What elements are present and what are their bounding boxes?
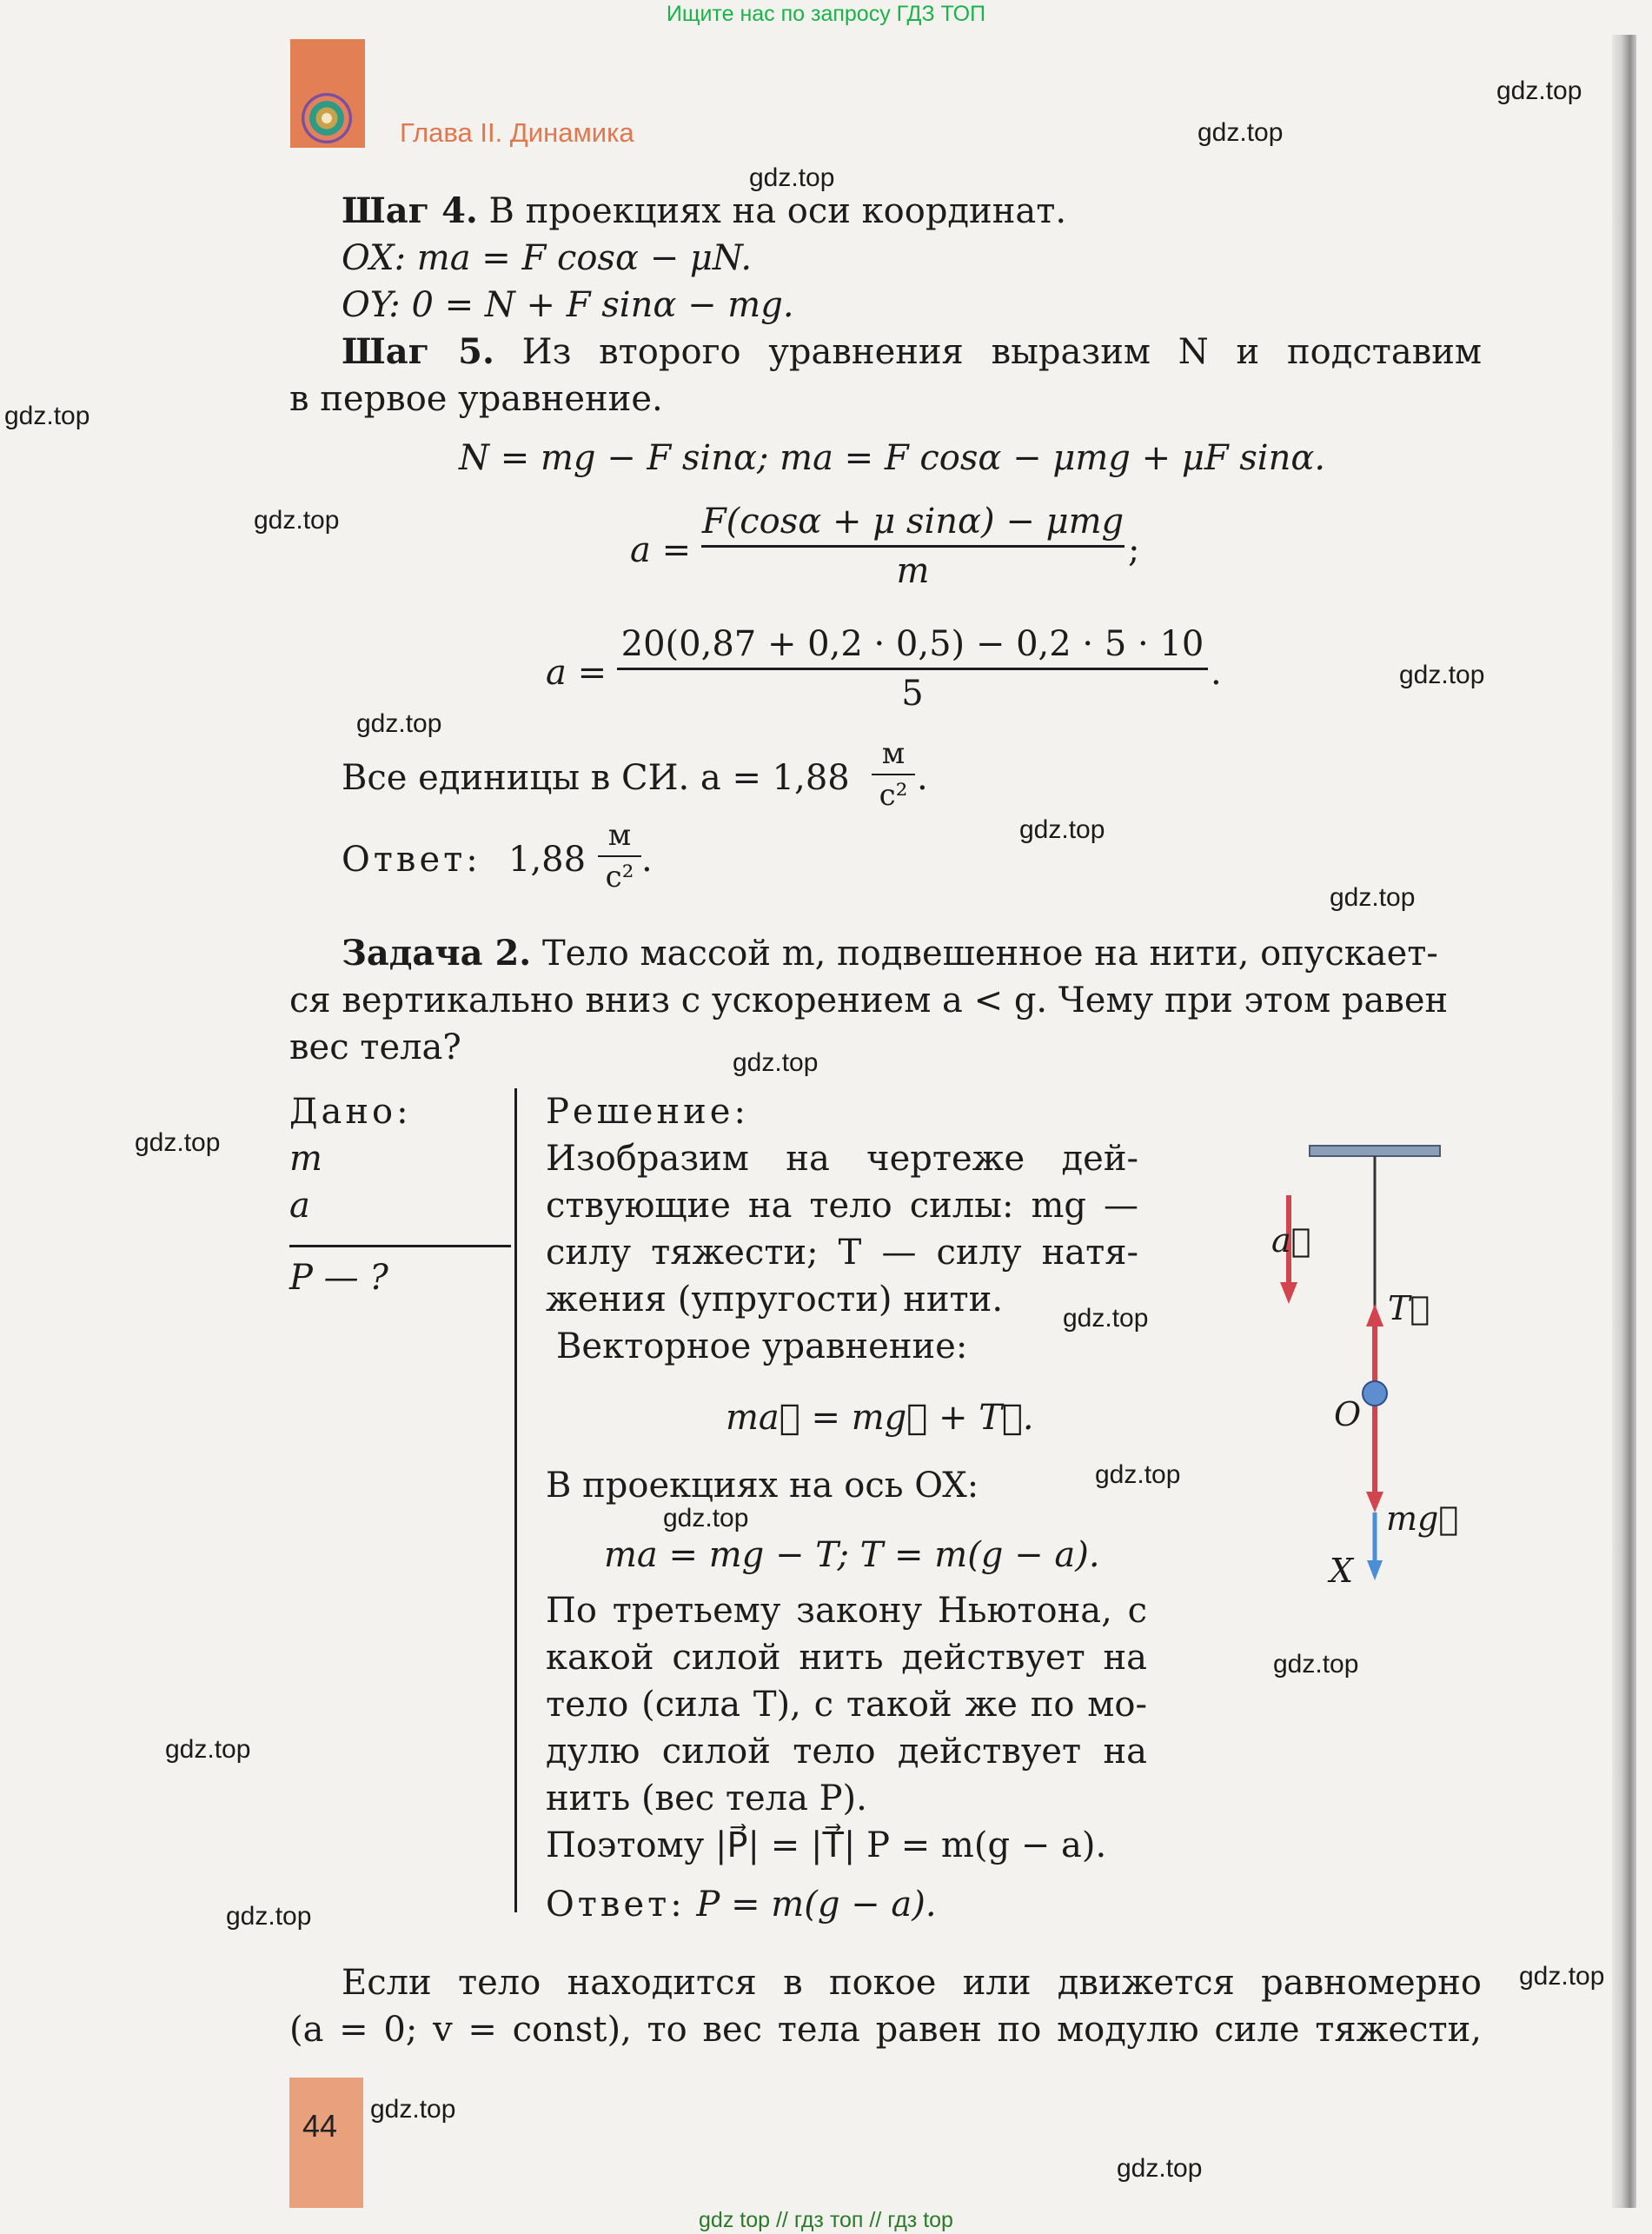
watermark[interactable]: gdz.top <box>135 1128 221 1157</box>
newton-line: какой силой нить действует на <box>546 1638 1147 1678</box>
bottom-banner[interactable]: gdz top // гдз топ // гдз top <box>699 2208 953 2232</box>
given-solution-separator <box>514 1088 517 1912</box>
watermark[interactable]: gdz.top <box>663 1504 749 1533</box>
solution-line: Изобразим на чертеже дей- <box>546 1139 1138 1179</box>
answer1-value: 1,88 <box>508 840 587 880</box>
gravity-arrowhead <box>1366 1492 1383 1513</box>
equation-a2-lhs: a = <box>546 653 607 693</box>
projection-equation: ma = mg − T; T = m(g − a). <box>604 1535 1100 1575</box>
solution-line: силу тяжести; T — силу натя- <box>546 1233 1138 1273</box>
solution-title: Решение: <box>546 1092 749 1132</box>
step5-label: Шаг 5. <box>342 331 494 372</box>
si-unit-den: с² <box>879 778 908 813</box>
answer1-unit-fraction <box>598 817 641 895</box>
watermark[interactable]: gdz.top <box>165 1735 251 1764</box>
equation-a2-tail: . <box>1211 653 1222 693</box>
watermark[interactable]: gdz.top <box>1095 1460 1181 1489</box>
therefore-line: Поэтому |P⃗| = |T⃗| P = m(g − a). <box>546 1825 1107 1865</box>
fraction-bar <box>872 774 915 775</box>
closing-line1: Если тело находится в покое или движется равномерно <box>342 1963 1482 2003</box>
watermark[interactable]: gdz.top <box>1117 2154 1203 2183</box>
fraction-bar <box>617 668 1208 670</box>
si-line-tail: . <box>917 758 928 798</box>
si-unit-fraction <box>872 735 915 814</box>
label-a: a⃗ <box>1271 1221 1311 1260</box>
watermark[interactable]: gdz.top <box>1198 118 1284 147</box>
label-mg: mg⃗ <box>1386 1499 1459 1538</box>
answer1-unit-den: с² <box>605 860 634 894</box>
si-unit-num: м <box>881 736 906 771</box>
watermark[interactable]: gdz.top <box>1399 661 1485 689</box>
si-line-text: Все единицы в СИ. a = 1,88 <box>342 758 850 798</box>
watermark[interactable]: gdz.top <box>749 163 835 192</box>
vector-equation-label: Векторное уравнение: <box>556 1326 968 1366</box>
newton-line: По третьему закону Ньютона, с <box>546 1591 1147 1631</box>
step4-ox: OX: ma = F cosα − μN. <box>342 238 753 278</box>
equation-a2-den: 5 <box>901 674 924 714</box>
watermark[interactable]: gdz.top <box>4 402 90 430</box>
newton-line: дулю силой тело действует на <box>546 1732 1147 1772</box>
equation-a1-den: m <box>896 551 930 591</box>
answer2-value: P = m(g − a). <box>685 1885 937 1925</box>
step4-text: В проекциях на оси координат. <box>477 191 1067 231</box>
page-number: 44 <box>302 2108 338 2144</box>
given-item-m: m <box>289 1139 322 1179</box>
label-T: T⃗ <box>1388 1289 1430 1327</box>
x-axis-arrowhead <box>1367 1560 1383 1580</box>
task2-text: Тело массой m, подвешенное на нити, опускает- <box>531 934 1438 974</box>
equation-a1-tail: ; <box>1128 530 1140 570</box>
label-O: O <box>1334 1395 1362 1433</box>
newton-line: тело (сила T), с такой же по мо- <box>546 1685 1147 1725</box>
equation-a2-num: 20(0,87 + 0,2 · 0,5) − 0,2 · 5 · 10 <box>620 624 1204 664</box>
equation-n: N = mg − F sinα; ma = F cosα − μmg + μF sinα. <box>459 438 1326 478</box>
projection-label: В проекциях на ось OX: <box>546 1466 979 1506</box>
watermark[interactable]: gdz.top <box>254 506 340 535</box>
chapter-emblem-icon <box>302 93 352 143</box>
given-title: Дано: <box>289 1092 412 1132</box>
equation-a1-num: F(cosα + μ sinα) − μmg <box>701 502 1125 542</box>
task2-label: Задача 2. <box>342 933 532 974</box>
step5-line1 <box>342 329 1482 376</box>
step4-oy: OY: 0 = N + F sinα − mg. <box>342 285 794 325</box>
watermark[interactable]: gdz.top <box>1330 883 1416 912</box>
equation-a1-fraction <box>701 500 1125 593</box>
acceleration-arrowhead <box>1280 1282 1297 1304</box>
chapter-title: Глава II. Динамика <box>400 117 634 148</box>
watermark[interactable]: gdz.top <box>1273 1650 1359 1679</box>
step5-line2: в первое уравнение. <box>289 379 663 419</box>
given-item-a: a <box>289 1186 310 1226</box>
task2-line3: вес тела? <box>289 1027 461 1067</box>
watermark[interactable]: gdz.top <box>1063 1304 1149 1333</box>
force-diagram <box>1264 1130 1482 1599</box>
watermark[interactable]: gdz.top <box>370 2095 456 2124</box>
step4-line <box>342 188 1066 235</box>
body-ball <box>1363 1381 1387 1406</box>
answer1-unit-num: м <box>607 818 632 853</box>
newton-line: нить (вес тела P). <box>546 1779 867 1818</box>
watermark[interactable]: gdz.top <box>1519 1962 1605 1991</box>
watermark[interactable]: gdz.top <box>733 1048 819 1077</box>
step4-label: Шаг 4. <box>342 190 478 231</box>
given-divider <box>289 1245 511 1247</box>
given-find: P — ? <box>289 1258 388 1298</box>
answer2-line <box>546 1881 937 1928</box>
task2-line2: ся вертикально вниз с ускорением a < g. Чему при этом равен <box>289 981 1449 1021</box>
watermark[interactable]: gdz.top <box>1496 76 1582 105</box>
tension-arrowhead <box>1366 1304 1383 1326</box>
task2-line1 <box>342 930 1438 977</box>
equation-a1-lhs: a = <box>630 530 692 570</box>
watermark[interactable]: gdz.top <box>356 709 442 738</box>
watermark[interactable]: gdz.top <box>226 1902 312 1931</box>
top-banner[interactable]: Ищите нас по запросу ГДЗ ТОП <box>666 2 986 26</box>
ceiling-support <box>1310 1146 1440 1156</box>
answer1-label: Ответ: <box>342 840 481 880</box>
answer1-tail: . <box>641 840 653 880</box>
solution-line: ствующие на тело силы: mg — <box>546 1186 1138 1226</box>
watermark[interactable]: gdz.top <box>1019 815 1105 844</box>
fraction-bar <box>701 545 1125 548</box>
equation-a2-fraction <box>617 622 1208 715</box>
label-X: X <box>1330 1552 1354 1590</box>
solution-line: жения (упругости) нити. <box>546 1280 1004 1320</box>
step5-text: Из второго уравнения выразим N и подставим <box>494 332 1482 372</box>
answer2-label: Ответ: <box>546 1885 686 1925</box>
closing-line2: (a = 0; v = const), то вес тела равен по модулю силе тяжести, <box>289 2010 1482 2050</box>
page-edge <box>1612 35 1636 2208</box>
fraction-bar <box>598 855 641 857</box>
vector-equation: ma⃗ = mg⃗ + T⃗. <box>726 1398 1034 1438</box>
